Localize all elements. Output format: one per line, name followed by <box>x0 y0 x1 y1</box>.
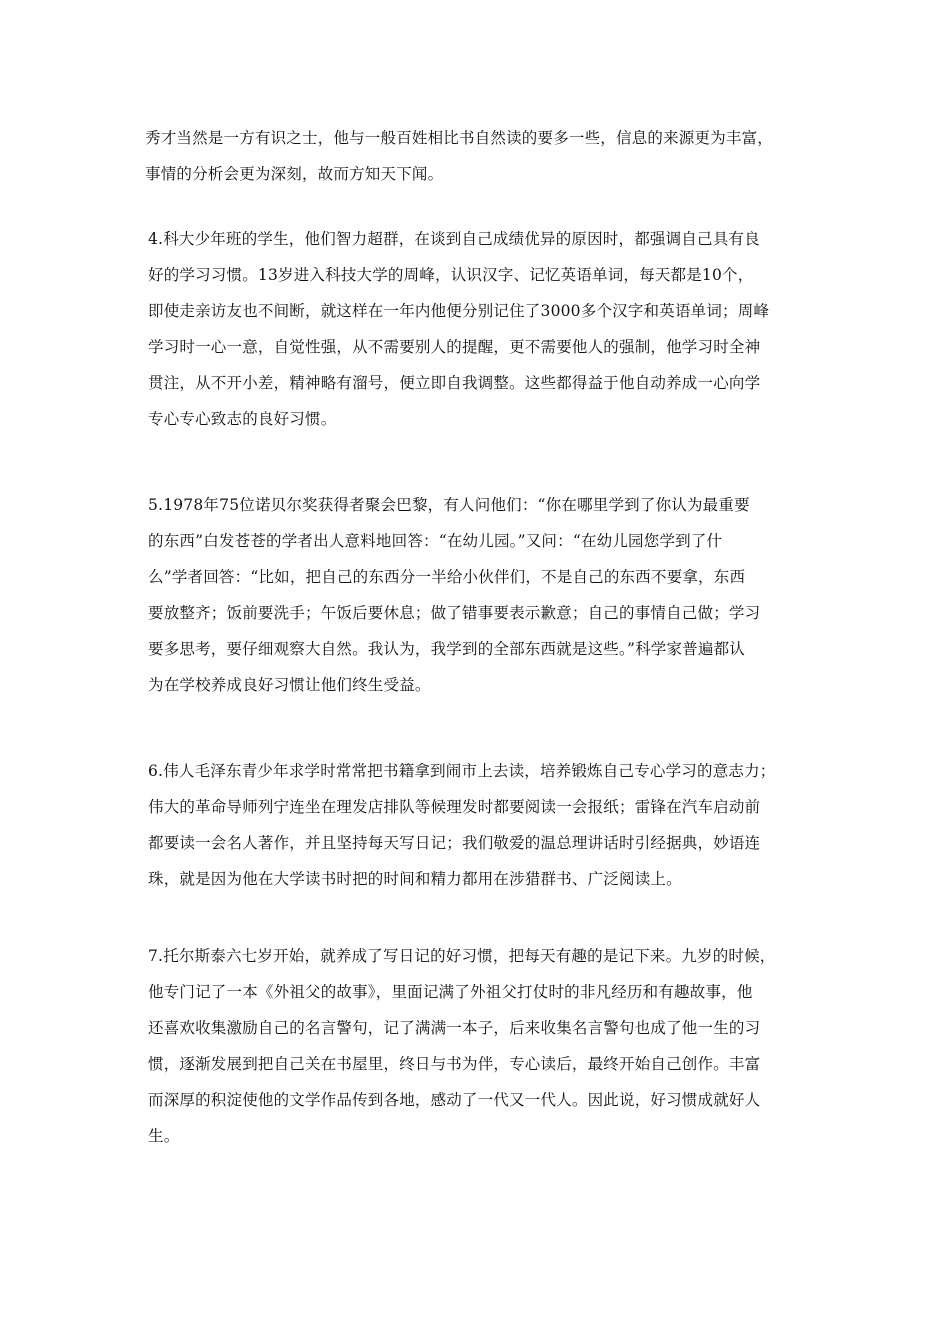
text-line: 5.1978年75位诺贝尔奖获得者聚会巴黎，有人问他们：“你在哪里学到了你认为最重要 <box>148 496 750 514</box>
text-line: 事情的分析会更为深刻，故而方知天下闻。 <box>145 165 444 183</box>
text-line: 而深厚的积淀使他的文学作品传到各地，感动了一代又一代人。因此说，好习惯成就好人 <box>148 1091 761 1109</box>
text-line: 的东西”白发苍苍的学者出人意料地回答：“在幼儿园。”又问：“在幼儿园您学到了什 <box>148 532 723 550</box>
text-line: 惯，逐渐发展到把自己关在书屋里，终日与书为伴，专心读后，最终开始自己创作。丰富 <box>148 1055 761 1073</box>
text-line: 要多思考，要仔细观察大自然。我认为，我学到的全部东西就是这些。”科学家普遍都认 <box>148 640 745 658</box>
text-line: 生。 <box>148 1127 180 1145</box>
text-line: 要放整齐；饭前要洗手；午饭后要休息；做了错事要表示歉意；自己的事情自己做；学习 <box>148 604 761 622</box>
text-line: 他专门记了一本《外祖父的故事》，里面记满了外祖父打仗时的非凡经历和有趣故事，他 <box>148 983 753 1001</box>
text-line: 都要读一会名人著作，并且坚持每天写日记；我们敬爱的温总理讲话时引经据典，妙语连 <box>148 834 761 852</box>
text-line: 学习时一心一意，自觉性强，从不需要别人的提醒，更不需要他人的强制，他学习时全神 <box>148 338 761 356</box>
paragraph-5 <box>145 487 820 703</box>
text-line: 贯注，从不开小差，精神略有溜号，便立即自我调整。这些都得益于他自动养成一心向学 <box>148 374 761 392</box>
text-line: 珠，就是因为他在大学读书时把的时间和精力都用在涉猎群书、广泛阅读上。 <box>148 870 682 888</box>
text-line: 么”学者回答：“比如，把自己的东西分一半给小伙伴们，不是自己的东西不要拿，东西 <box>148 568 746 586</box>
text-line: 7.托尔斯泰六七岁开始，就养成了写日记的好习惯，把每天有趣的是记下来。九岁的时候， <box>148 947 776 965</box>
text-line: 6.伟人毛泽东青少年求学时常常把书籍拿到闹市上去读，培养锻炼自己专心学习的意志力； <box>148 762 776 780</box>
text-line: 专心专心致志的良好习惯。 <box>148 410 337 428</box>
text-line: 4.科大少年班的学生，他们智力超群，在谈到自己成绩优异的原因时，都强调自己具有良 <box>148 230 760 248</box>
text-line: 即使走亲访友也不间断，就这样在一年内他便分别记住了3000多个汉字和英语单词；周峰 <box>148 302 770 320</box>
text-line: 好的学习习惯。13岁进入科技大学的周峰，认识汉字、记忆英语单词，每天都是10个， <box>148 266 754 284</box>
text-line: 伟大的革命导师列宁连坐在理发店排队等候理发时都要阅读一会报纸；雷锋在汽车启动前 <box>148 798 761 816</box>
paragraph-6 <box>145 753 820 897</box>
text-line: 秀才当然是一方有识之士，他与一般百姓相比书自然读的要多一些，信息的来源更为丰富， <box>145 129 774 147</box>
text-line: 还喜欢收集激励自己的名言警句，记了满满一本子，后来收集名言警句也成了他一生的习 <box>148 1019 761 1037</box>
paragraph-4 <box>145 221 820 437</box>
paragraph-7 <box>145 938 820 1154</box>
paragraph-intro <box>145 120 817 192</box>
text-line: 为在学校养成良好习惯让他们终生受益。 <box>148 676 431 694</box>
